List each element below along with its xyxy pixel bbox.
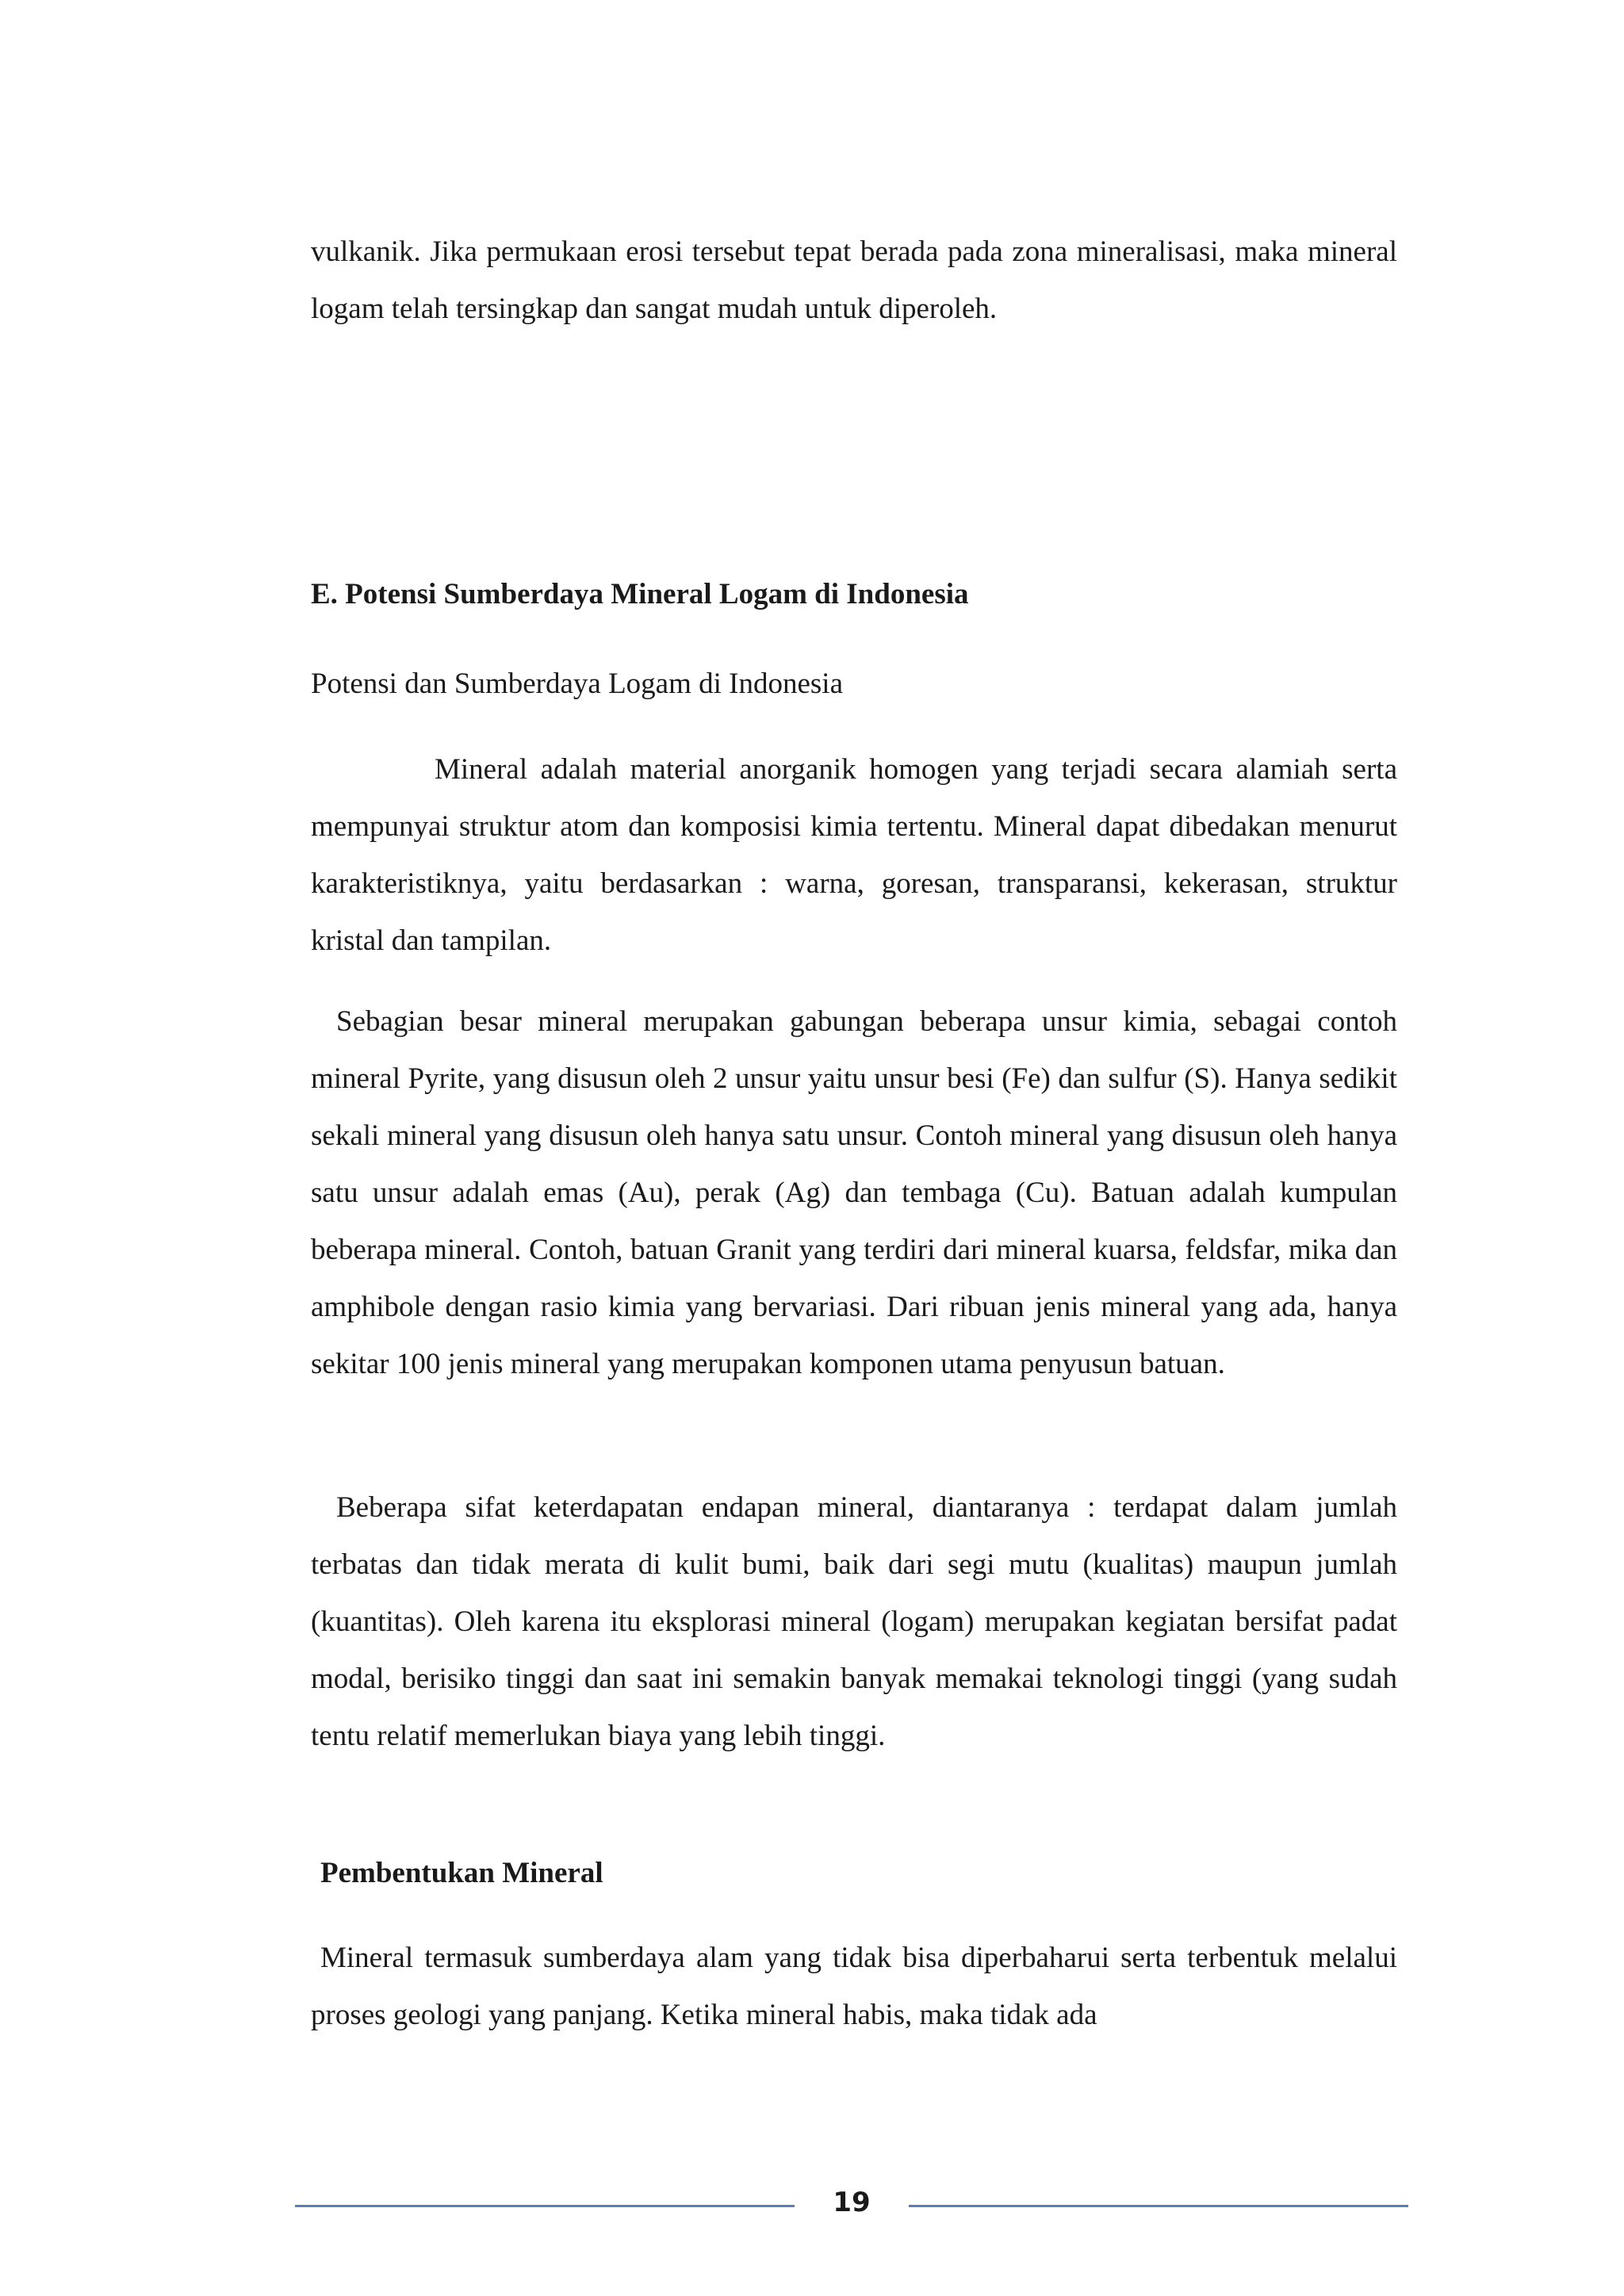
paragraph: Sebagian besar mineral merupakan gabungan beberapa unsur kimia, sebagai contoh mineral Pyrite, yang disusun oleh 2 unsur yaitu unsur besi (Fe) dan sulfur (S). Hanya sedikit sekali mineral yang disusun oleh hanya satu unsur. Contoh mineral yang disusun oleh hanya satu unsur adalah emas (Au), perak (Ag) dan tembaga (Cu). Batuan adalah kumpulan beberapa mineral. Contoh, batuan Granit yang terdiri dari mineral kuarsa, feldsfar, mika dan amphibole dengan rasio kimia yang bervariasi. Dari ribuan jenis mineral yang ada, hanya sekitar 100 jenis mineral yang merupakan komponen utama penyusun batuan. xyxy=(311,1005,1397,1380)
footer-rule-left xyxy=(295,2205,795,2207)
subsection-heading-block xyxy=(311,1854,1397,1893)
continuation-block xyxy=(311,224,1397,338)
section-heading: E. Potensi Sumberdaya Mineral Logam di Indonesia xyxy=(311,578,969,610)
final-paragraph-block xyxy=(311,1930,1397,2044)
paragraph: Mineral termasuk sumberdaya alam yang tidak bisa diperbaharui serta terbentuk melalui proses geologi yang panjang. Ketika mineral habis, maka tidak ada xyxy=(311,1942,1397,2031)
paragraph: Beberapa sifat keterdapatan endapan mineral, diantaranya : terdapat dalam jumlah terbatas dan tidak merata di kulit bumi, baik dari segi mutu (kualitas) maupun jumlah (kuantitas). Oleh karena itu eksplorasi mineral (logam) merupakan kegiatan bersifat padat modal, berisiko tinggi dan saat ini semakin banyak memakai teknologi tinggi (yang sudah tentu relatif memerlukan biaya yang lebih tinggi. xyxy=(311,1491,1397,1752)
footer-rule-right xyxy=(909,2205,1408,2207)
continuation-paragraph: vulkanik. Jika permukaan erosi tersebut tepat berada pada zona mineralisasi, maka mineral logam telah tersingkap dan sangat mudah untuk diperoleh. xyxy=(311,235,1397,325)
paragraph-2-block xyxy=(311,993,1397,1393)
paragraph: Mineral adalah material anorganik homogen yang terjadi secara alamiah serta mempunyai struktur atom dan komposisi kimia tertentu. Mineral dapat dibedakan menurut karakteristiknya, yaitu berdasarkan : warna, goresan, transparansi, kekerasan, struktur kristal dan tampilan. xyxy=(311,753,1397,957)
subheading: Potensi dan Sumberdaya Logam di Indonesia xyxy=(311,668,844,700)
paragraph-3-block xyxy=(311,1479,1397,1765)
page-number: 19 xyxy=(833,2187,871,2218)
subheading-block xyxy=(311,664,1397,704)
section-heading-block xyxy=(311,575,1397,614)
paragraph-1-block xyxy=(311,741,1397,970)
subsection-heading: Pembentukan Mineral xyxy=(320,1857,603,1889)
